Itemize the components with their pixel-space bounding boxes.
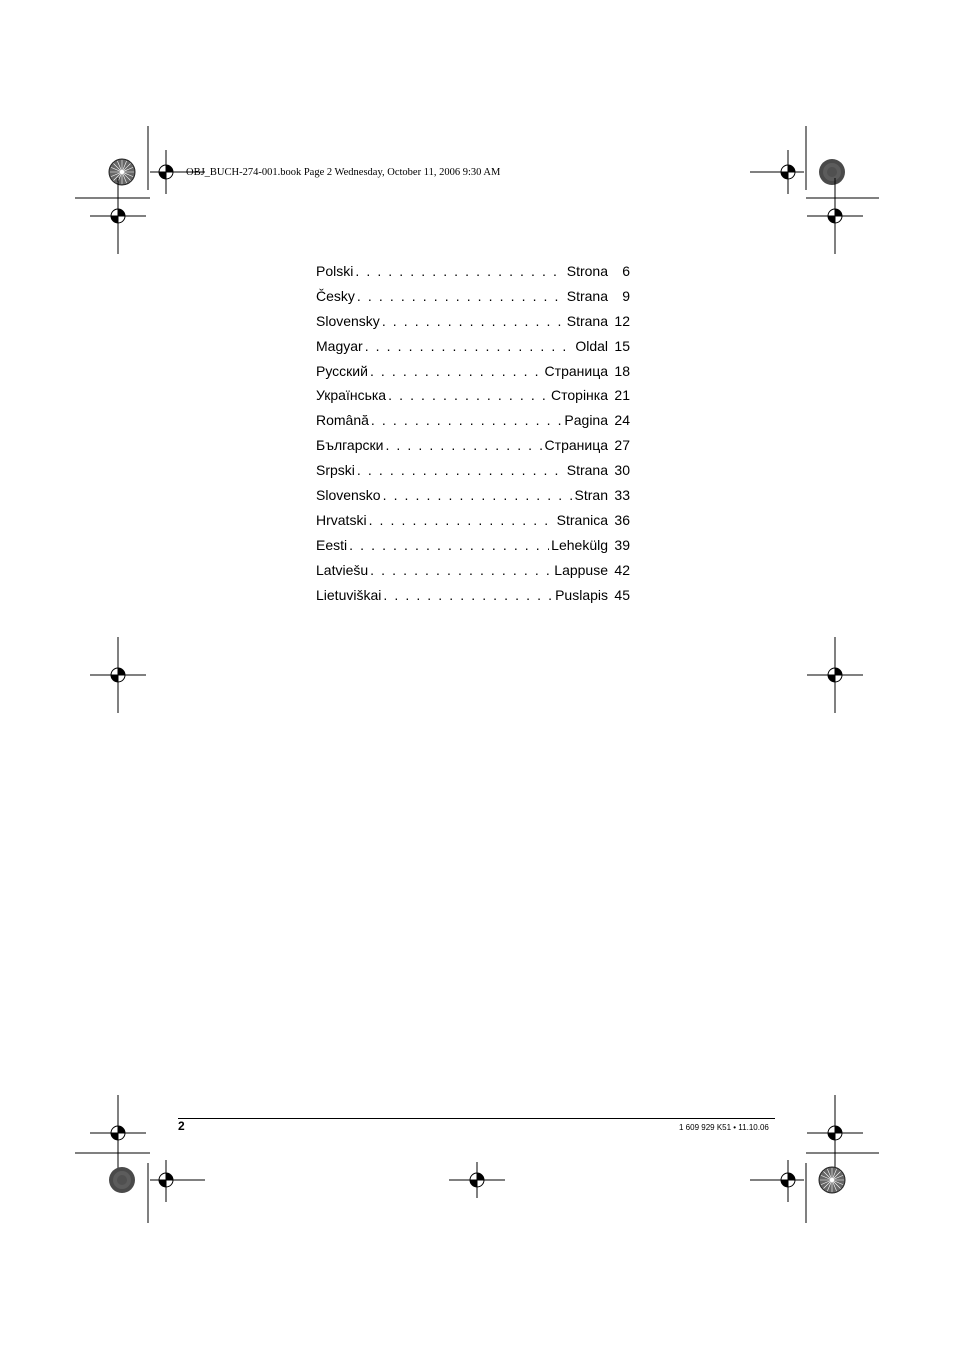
toc-leader-dots	[383, 483, 573, 508]
toc-language: Slovensko	[316, 487, 381, 504]
toc-language: Magyar	[316, 337, 363, 354]
toc-leader-dots	[355, 259, 564, 284]
toc-entry[interactable]	[316, 558, 630, 583]
toc-page-number: 18	[614, 362, 630, 379]
toc-page-word: Strana	[566, 462, 608, 479]
toc-leader-dots	[357, 458, 565, 483]
toc-page-number: 30	[614, 462, 630, 479]
toc-page-number: 9	[622, 287, 630, 304]
registration-mark-icon	[90, 178, 146, 254]
toc-page-word: Strona	[566, 263, 608, 279]
toc-page-number: 15	[614, 337, 630, 354]
toc-leader-dots	[370, 359, 543, 384]
toc-entry[interactable]	[316, 259, 630, 284]
print-header: OBJ_BUCH-274-001.book Page 2 Wednesday, October 11, 2006 9:30 AM	[186, 167, 501, 178]
toc-entry[interactable]	[316, 583, 630, 608]
toc-language: Lietuviškai	[316, 586, 382, 603]
toc-page-word: Страница	[544, 437, 608, 454]
registration-mark-icon	[807, 178, 863, 254]
toc-page-number: 24	[614, 412, 630, 429]
toc-entry[interactable]	[316, 383, 630, 408]
toc-leader-dots	[382, 309, 565, 334]
toc-page-number: 33	[614, 487, 630, 504]
color-bar-circle-icon	[109, 1167, 135, 1193]
toc-page-number: 36	[614, 511, 630, 528]
toc-page-number: 39	[614, 536, 630, 553]
toc-leader-dots	[371, 408, 562, 433]
registration-mark-icon	[449, 1162, 505, 1198]
toc-language: Български	[316, 437, 384, 454]
color-bar-circle-icon	[109, 159, 135, 185]
toc-page-number: 12	[614, 312, 630, 329]
page-number: 2	[178, 1119, 185, 1133]
toc-language: Latviešu	[316, 561, 369, 578]
toc-page-word: Puslapis	[555, 586, 608, 603]
toc-page-number: 6	[622, 263, 630, 279]
toc-page-word: Сторінка	[551, 387, 608, 404]
registration-mark-icon	[90, 1095, 146, 1171]
toc-leader-dots	[383, 583, 553, 608]
registration-mark-icon	[807, 1095, 863, 1171]
footer-rule	[178, 1118, 775, 1119]
toc-page-word: Lappuse	[554, 561, 608, 578]
toc-page-number: 21	[614, 387, 630, 404]
color-bar-circle-icon	[819, 159, 845, 185]
toc-page-number: 42	[614, 561, 630, 578]
toc-leader-dots	[349, 533, 549, 558]
toc-leader-dots	[370, 558, 552, 583]
registration-mark-icon	[148, 126, 205, 194]
toc-page-word: Strana	[566, 312, 608, 329]
toc-leader-dots	[365, 334, 574, 359]
toc-entry[interactable]	[316, 483, 630, 508]
toc-language: Slovensky	[316, 312, 380, 329]
toc-page-word: Lehekülg	[551, 536, 608, 553]
toc-language: Русский	[316, 362, 368, 379]
toc-entry[interactable]	[316, 533, 630, 558]
toc-language: Română	[316, 412, 369, 429]
table-of-contents	[316, 259, 630, 607]
toc-page-number: 45	[614, 586, 630, 603]
toc-language: Srpski	[316, 462, 355, 479]
toc-page-word: Oldal	[575, 337, 608, 354]
registration-mark-icon	[750, 1160, 806, 1223]
toc-leader-dots	[385, 433, 542, 458]
toc-page-number: 27	[614, 437, 630, 454]
toc-entry[interactable]	[316, 359, 630, 384]
toc-page-word: Strana	[566, 287, 608, 304]
toc-entry[interactable]	[316, 309, 630, 334]
toc-page-word: Pagina	[564, 412, 608, 429]
toc-language: Eesti	[316, 536, 348, 553]
toc-entry[interactable]	[316, 334, 630, 359]
registration-mark-icon	[807, 637, 863, 713]
toc-entry[interactable]	[316, 508, 630, 533]
toc-page-word: Страница	[544, 362, 608, 379]
toc-entry[interactable]	[316, 408, 630, 433]
toc-entry[interactable]	[316, 433, 630, 458]
toc-leader-dots	[357, 284, 565, 309]
toc-page-word: Stran	[574, 487, 608, 504]
toc-page-word: Stranica	[556, 511, 608, 528]
registration-mark-icon	[90, 637, 146, 713]
toc-language: Česky	[316, 287, 355, 304]
toc-entry[interactable]	[316, 458, 630, 483]
registration-mark-icon	[750, 126, 806, 194]
registration-mark-icon	[148, 1160, 205, 1223]
toc-leader-dots	[388, 383, 549, 408]
toc-entry[interactable]	[316, 284, 630, 309]
toc-leader-dots	[369, 508, 555, 533]
toc-language: Українська	[316, 387, 387, 404]
document-code: 1 609 929 K51 • 11.10.06	[679, 1123, 769, 1132]
toc-language: Hrvatski	[316, 511, 367, 528]
toc-language: Polski	[316, 263, 354, 279]
color-bar-circle-icon	[819, 1167, 845, 1193]
